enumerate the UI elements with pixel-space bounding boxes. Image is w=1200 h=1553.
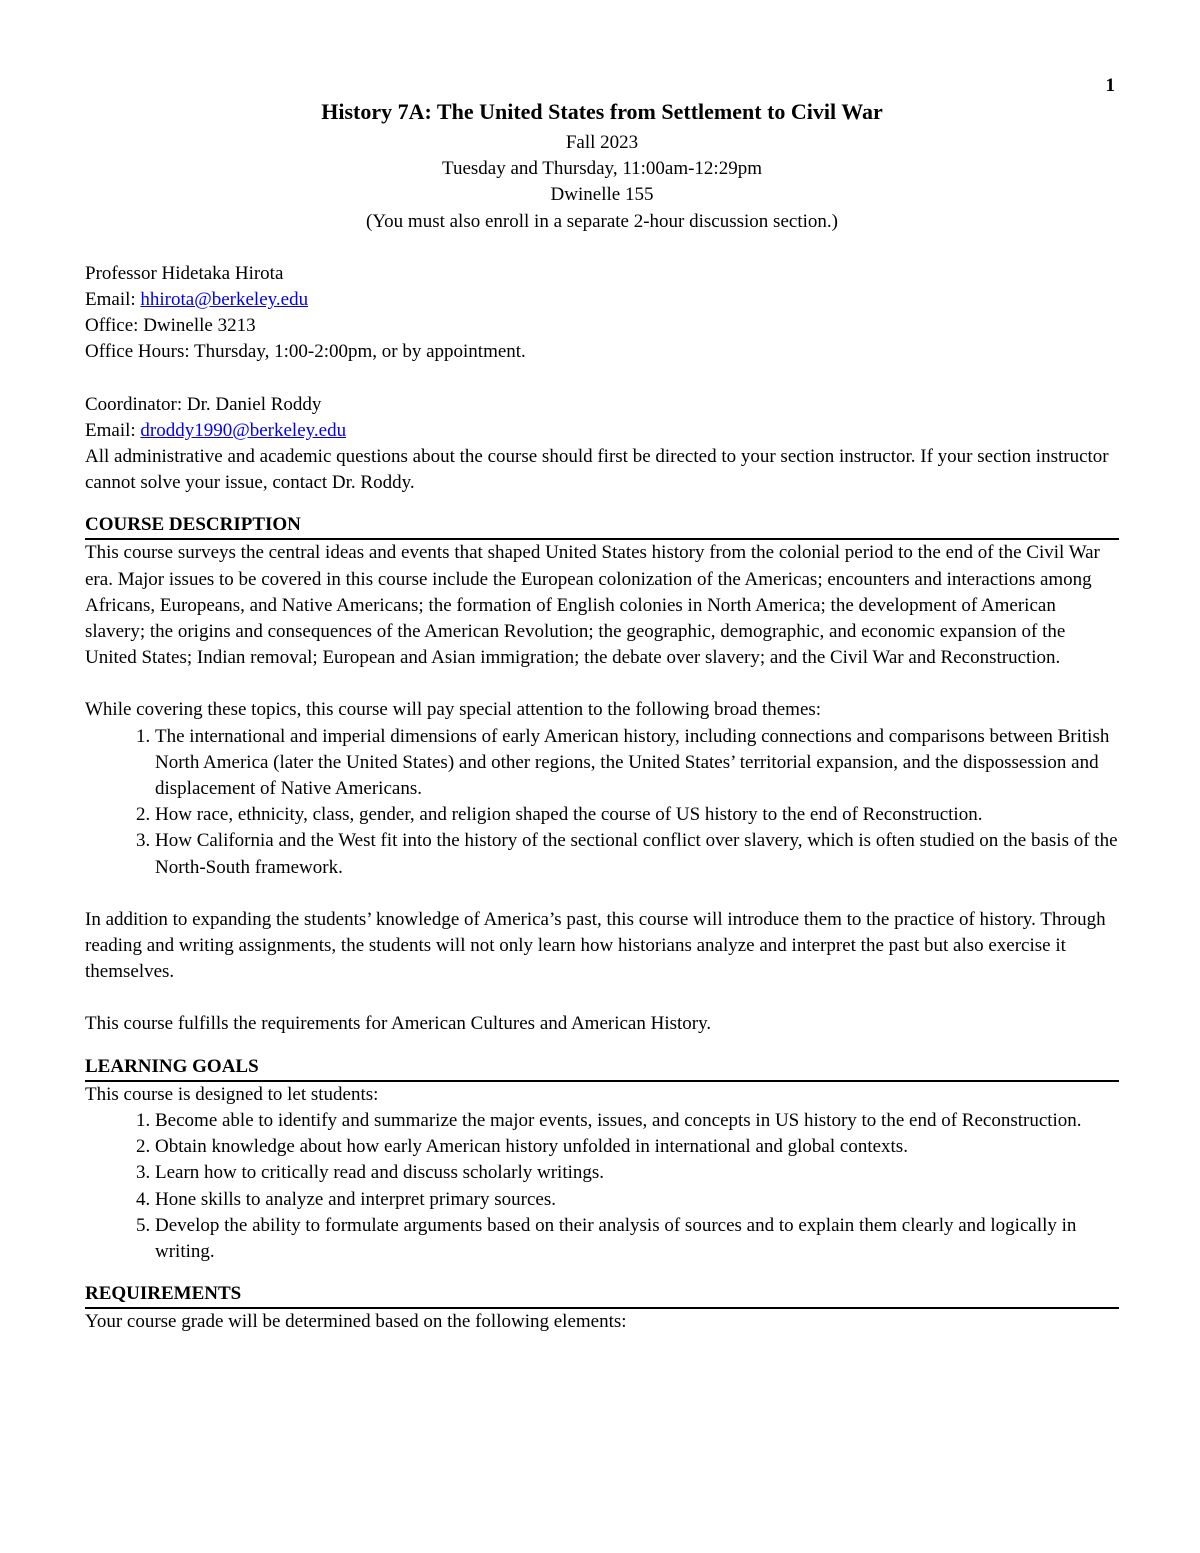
course-description-paragraph-3: This course fulfills the requirements for American Cultures and American History. <box>85 1013 712 1035</box>
requirements-heading: REQUIREMENTS <box>85 1281 1119 1309</box>
list-item: 4. Hone skills to analyze and interpret primary sources. <box>155 1187 1119 1213</box>
coordinator-email-line <box>85 418 1119 444</box>
learning-goals-heading: LEARNING GOALS <box>85 1054 1119 1082</box>
syllabus-page <box>85 72 1119 1335</box>
course-description-paragraph-2: In addition to expanding the students’ knowledge of America’s past, this course will introduce them to the practice of history. Through reading and writing assignments, the students will not only learn how historians analyze and interpret the past but also exercise it themselves. <box>85 908 1106 983</box>
course-schedule: Tuesday and Thursday, 11:00am-12:29pm <box>442 158 762 180</box>
themes-list <box>85 724 1119 881</box>
learning-goals-list <box>85 1108 1119 1265</box>
professor-email-line <box>85 287 1119 313</box>
list-item: 1. Become able to identify and summarize the major events, issues, and concepts in US history to the end of Reconstruction. <box>155 1108 1119 1134</box>
professor-office-hours: Office Hours: Thursday, 1:00-2:00pm, or by appointment. <box>85 341 526 363</box>
requirements-intro: Your course grade will be determined based on the following elements: <box>85 1311 627 1333</box>
course-title: History 7A: The United States from Settlement to Civil War <box>321 99 883 124</box>
page-number: 1 <box>1105 75 1115 96</box>
coordinator-email-label: Email: <box>85 419 141 441</box>
course-description-heading: COURSE DESCRIPTION <box>85 512 1119 540</box>
list-item: 3. How California and the West fit into the history of the sectional conflict over slavery, which is often studied on the basis of the North-South framework. <box>155 828 1119 880</box>
professor-office: Office: Dwinelle 3213 <box>85 315 256 337</box>
professor-name: Professor Hidetaka Hirota <box>85 262 284 284</box>
list-item: 2. How race, ethnicity, class, gender, and religion shaped the course of US history to the end of Reconstruction. <box>155 802 1119 828</box>
list-item: 5. Develop the ability to formulate arguments based on their analysis of sources and to explain them clearly and logically in writing. <box>155 1213 1119 1265</box>
list-item: 3. Learn how to critically read and discuss scholarly writings. <box>155 1160 1119 1186</box>
coordinator-note: All administrative and academic questions about the course should first be directed to your section instructor. If your section instructor cannot solve your issue, contact Dr. Roddy. <box>85 446 1109 494</box>
course-location: Dwinelle 155 <box>550 184 654 206</box>
professor-email-label: Email: <box>85 289 141 311</box>
discussion-note: (You must also enroll in a separate 2-hour discussion section.) <box>366 210 838 232</box>
list-item: 2. Obtain knowledge about how early American history unfolded in international and global contexts. <box>155 1134 1119 1160</box>
learning-goals-intro: This course is designed to let students: <box>85 1083 379 1105</box>
professor-email-link[interactable]: hhirota@berkeley.edu <box>140 289 309 311</box>
course-term: Fall 2023 <box>565 132 639 153</box>
course-description-paragraph-1: This course surveys the central ideas and events that shaped United States history from the colonial period to the end of the Civil War era. Major issues to be covered in this course include the European colonization of the Americas; encounters and interactions among Africans, Europeans, and Native Americans; the formation of English colonies in North America; the development of American slavery; the origins and consequences of the American Revolution; the geographic, demographic, and economic expansion of the United States; Indian removal; European and Asian immigration; the debate over slavery; and the Civil War and Reconstruction. <box>85 542 1100 669</box>
list-item: 1. The international and imperial dimensions of early American history, including connections and comparisons between British North America (later the United States) and other regions, the United States’ territorial expansion, and the dispossession and displacement of Native Americans. <box>155 724 1119 803</box>
themes-intro: While covering these topics, this course will pay special attention to the following broad themes: <box>85 699 822 721</box>
coordinator-email-link[interactable]: droddy1990@berkeley.edu <box>140 419 347 441</box>
coordinator-name: Coordinator: Dr. Daniel Roddy <box>85 393 322 415</box>
